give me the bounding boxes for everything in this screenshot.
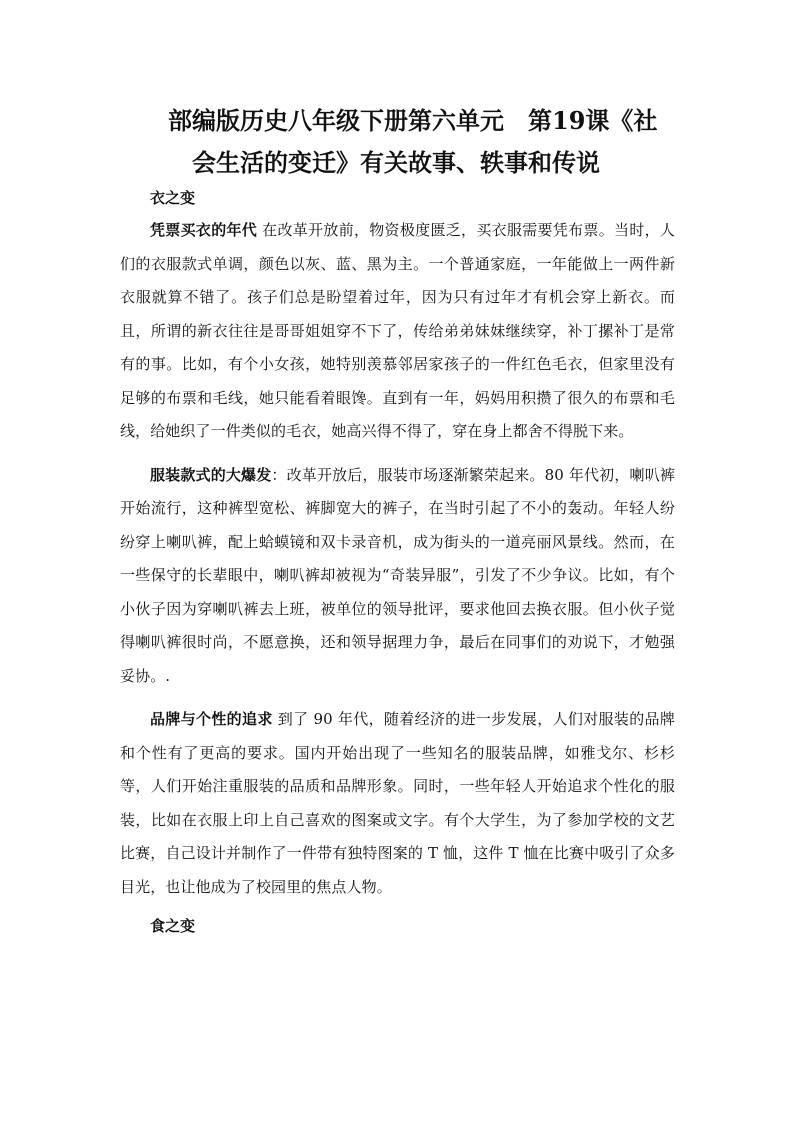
document-title [168,100,688,184]
paragraph-ration-era [120,214,675,449]
paragraph-text: 到了 90 年代，随着经济的进一步发展，人们对服装的品牌和个性有了更高的要求。国内开始出现了一些知名的服装品牌，如雅戈尔、杉杉等，人们开始注重服装的品质和品牌形象。同时，一些年轻人开始追求个性化的服装，比如在衣服上印上自己喜欢的图案或文字。有个大学生，为了参加学校的文艺比赛，自己设计并制作了一件带有独特图案的 T 恤，这件 T 恤在比赛中吸引了众多目光，也让他成为了校园里的焦点人物。 [120,710,675,896]
paragraph-lead: 服装款式的大爆发 [150,465,272,484]
title-line-1: 部编版历史八年级下册第六单元 第19课《社 [168,106,658,135]
paragraph-brand-pursuit [120,703,675,904]
paragraph-lead: 凭票买衣的年代 [150,221,258,239]
title-line-2: 会生活的变迁》有关故事、轶事和传说 [192,148,600,177]
paragraph-fashion-boom [120,459,675,694]
document-body [120,182,675,942]
section-heading-food: 食之变 [150,917,196,935]
paragraph-lead: 品牌与个性的追求 [150,710,273,728]
section-heading-clothing: 衣之变 [150,189,196,207]
paragraph-text: 在改革开放前，物资极度匮乏，买衣服需要凭布票。当时，人们的衣服款式单调，颜色以灰、蓝、黑为主。一个普通家庭，一年能做上一两件新衣服就算不错了。孩子们总是盼望着过年，因为只有过年才有机会穿上新衣。而且，所谓的新衣往往是哥哥姐姐穿不下了，传给弟弟妹妹继续穿，补丁摞补丁是常有的事。比如，有个小女孩，她特别羡慕邻居家孩子的一件红色毛衣，但家里没有足够的布票和毛线，她只能看着眼馋。直到有一年，妈妈用积攒了很久的布票和毛线，给她织了一件类似的毛衣，她高兴得不得了，穿在身上都舍不得脱下来。 [120,221,676,440]
paragraph-text: ：改革开放后，服装市场逐渐繁荣起来。80 年代初，喇叭裤开始流行，这种裤型宽松、裤脚宽大的裤子，在当时引起了不小的轰动。年轻人纷纷穿上喇叭裤，配上蛤蟆镜和双卡录音机，成为街头的一道亮丽风景线。然而，在一些保守的长辈眼中，喇叭裤却被视为“奇装异服”，引发了不少争议。比如，有个小伙子因为穿喇叭裤去上班，被单位的领导批评，要求他回去换衣服。但小伙子觉得喇叭裤很时尚，不愿意换，还和领导据理力争，最后在同事们的劝说下，才勉强妥协。. [120,465,675,685]
